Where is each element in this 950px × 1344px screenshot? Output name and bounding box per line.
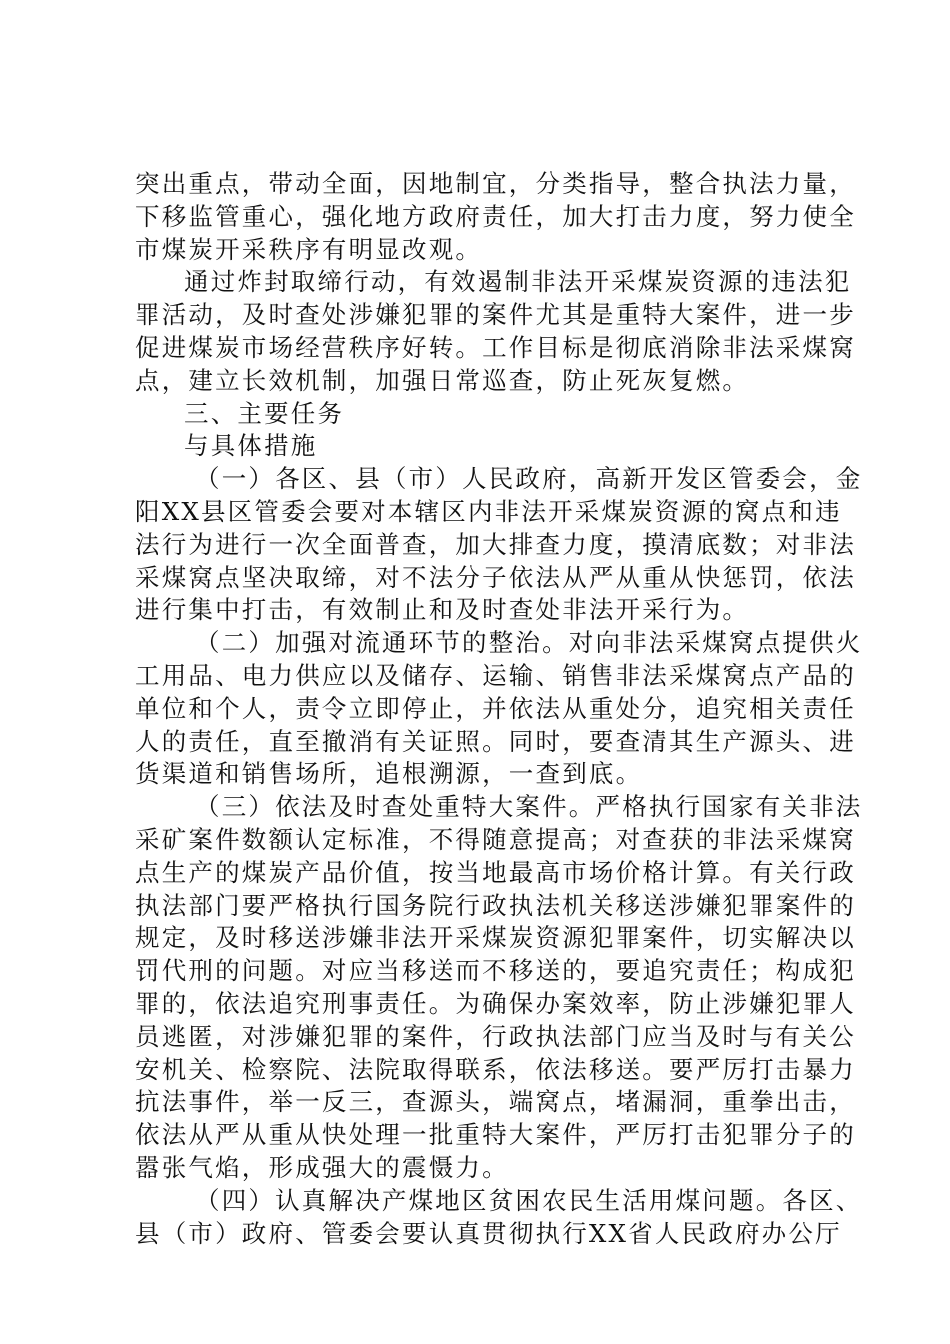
text-line: 安机关、检察院、法院取得联系，依法移送。要严厉打击暴力 xyxy=(135,1054,856,1084)
text-line: 工用品、电力供应以及储存、运输、销售非法采煤窝点产品的 xyxy=(135,660,856,690)
text-line: 三、主要任务 xyxy=(184,398,345,428)
text-line: （四）认真解决产煤地区贫困农民生活用煤问题。各区、 xyxy=(195,1185,863,1215)
text-line: （三）依法及时查处重特大案件。严格执行国家有关非法 xyxy=(195,792,863,822)
text-line: 采煤窝点坚决取缔，对不法分子依法从严从重从快惩罚，依法 xyxy=(135,562,856,592)
text-line: 点，建立长效机制，加强日常巡查，防止死灰复燃。 xyxy=(135,365,750,395)
text-line: 通过炸封取缔行动，有效遏制非法开采煤炭资源的违法犯 xyxy=(184,267,852,297)
document-body xyxy=(135,168,863,1250)
text-line: 罪活动，及时查处涉嫌犯罪的案件尤其是重特大案件，进一步 xyxy=(135,300,856,330)
text-line: 进行集中打击，有效制止和及时查处非法开采行为。 xyxy=(135,595,750,625)
text-line: 阳XX县区管委会要对本辖区内非法开采煤炭资源的窝点和违 xyxy=(135,496,842,526)
text-line: （一）各区、县（市）人民政府，高新开发区管委会，金 xyxy=(195,464,863,494)
text-line: 规定，及时移送涉嫌非法开采煤炭资源犯罪案件，切实解决以 xyxy=(135,923,856,953)
text-line: 罪的，依法追究刑事责任。为确保办案效率，防止涉嫌犯罪人 xyxy=(135,988,856,1018)
text-line: 县（市）政府、管委会要认真贯彻执行XX省人民政府办公厅 xyxy=(135,1218,842,1248)
text-line: 员逃匿，对涉嫌犯罪的案件，行政执法部门应当及时与有关公 xyxy=(135,1021,856,1051)
text-line: 单位和个人，责令立即停止，并依法从重处分，追究相关责任 xyxy=(135,693,856,723)
text-line: 下移监管重心，强化地方政府责任，加大打击力度，努力使全 xyxy=(135,201,856,231)
text-line: 促进煤炭市场经营秩序好转。工作目标是彻底消除非法采煤窝 xyxy=(135,332,856,362)
text-line: 嚣张气焰，形成强大的震慑力。 xyxy=(135,1152,509,1182)
text-line: 采矿案件数额认定标准，不得随意提高；对查获的非法采煤窝 xyxy=(135,824,856,854)
text-line: 罚代刑的问题。对应当移送而不移送的，要追究责任；构成犯 xyxy=(135,956,856,986)
text-line: 与具体措施 xyxy=(184,431,318,461)
text-line: 人的责任，直至撤消有关证照。同时，要查清其生产源头、进 xyxy=(135,726,856,756)
text-line: 抗法事件，举一反三，查源头，端窝点，堵漏洞，重拳出击， xyxy=(135,1087,856,1117)
text-line: 执法部门要严格执行国务院行政执法机关移送涉嫌犯罪案件的 xyxy=(135,890,856,920)
text-line: 突出重点，带动全面，因地制宜，分类指导，整合执法力量， xyxy=(135,169,856,198)
text-line: 点生产的煤炭产品价值，按当地最高市场价格计算。有关行政 xyxy=(135,857,856,887)
text-line: 依法从严从重从快处理一批重特大案件，严厉打击犯罪分子的 xyxy=(135,1120,856,1150)
text-line: 货渠道和销售场所，追根溯源，一查到底。 xyxy=(135,759,643,789)
text-line: （二）加强对流通环节的整治。对向非法采煤窝点提供火 xyxy=(195,628,863,658)
text-line: 法行为进行一次全面普查，加大排查力度，摸清底数；对非法 xyxy=(135,529,856,559)
text-line: 市煤炭开采秩序有明显改观。 xyxy=(135,234,483,264)
